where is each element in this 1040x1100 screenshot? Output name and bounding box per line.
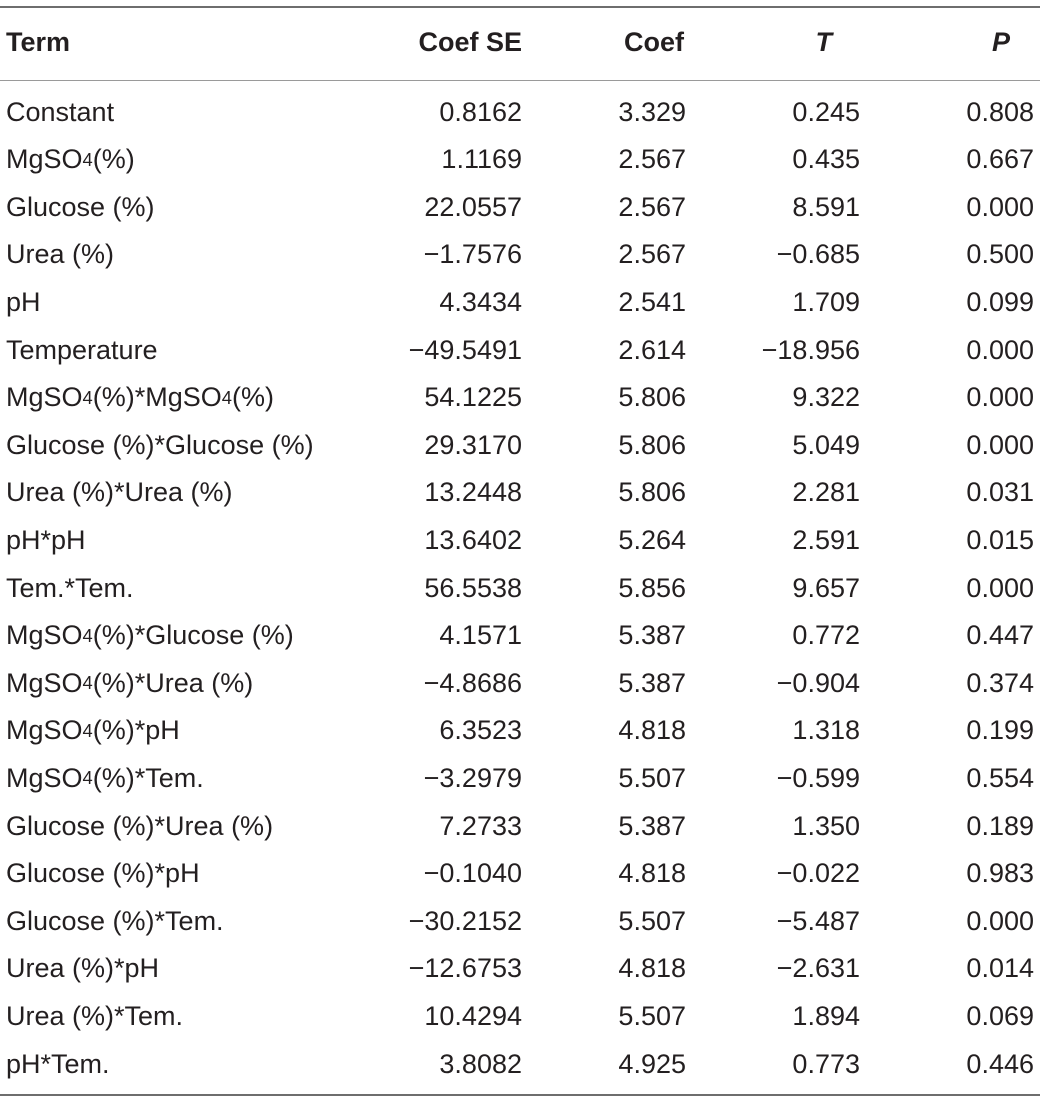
cell-coef: 4.818 (618, 953, 686, 984)
cell-term: Glucose (%)*Tem. (6, 905, 224, 936)
cell-coef-se: −0.1040 (423, 858, 522, 889)
cell-t: 1.318 (792, 715, 860, 746)
cell-term: MgSO 4 (%)*Tem. (6, 762, 204, 793)
cell-coef-se: 1.1169 (441, 144, 522, 175)
cell-coef-se: 13.6402 (424, 524, 522, 555)
cell-t: 2.591 (792, 524, 860, 555)
header-coef-se: Coef SE (418, 26, 522, 57)
cell-coef: 5.507 (618, 1000, 686, 1031)
cell-term: MgSO 4 (%)*Urea (%) (6, 667, 254, 698)
cell-t: 1.709 (792, 286, 860, 317)
cell-p: 0.000 (966, 572, 1034, 603)
cell-term: Glucose (%)*Urea (%) (6, 810, 274, 841)
cell-coef-se: 13.2448 (424, 477, 522, 508)
cell-term: Constant (6, 96, 115, 127)
cell-coef: 5.264 (618, 524, 686, 555)
table-row (0, 326, 1040, 374)
cell-coef: 2.541 (618, 286, 686, 317)
cell-p: 0.099 (966, 286, 1034, 317)
cell-coef: 2.614 (618, 334, 686, 365)
cell-coef: 5.387 (618, 667, 686, 698)
cell-t: 0.772 (792, 620, 860, 651)
table-row (0, 897, 1040, 945)
cell-coef-se: 29.3170 (424, 429, 522, 460)
cell-t: 1.894 (792, 1000, 860, 1031)
table-top-rule (0, 6, 1040, 8)
table-row (0, 374, 1040, 422)
cell-t: 0.245 (792, 96, 860, 127)
cell-term: Glucose (%) (6, 191, 155, 222)
cell-t: 2.281 (792, 477, 860, 508)
cell-term: Urea (%)*Tem. (6, 1000, 184, 1031)
cell-p: 0.000 (966, 191, 1034, 222)
cell-t: 9.657 (792, 572, 860, 603)
cell-p: 0.374 (966, 667, 1034, 698)
cell-term: Glucose (%)*Glucose (%) (6, 429, 314, 460)
cell-t: −2.631 (776, 953, 860, 984)
cell-p: 0.554 (966, 762, 1034, 793)
cell-coef: 5.806 (618, 477, 686, 508)
table-row (0, 659, 1040, 707)
cell-term: pH*Tem. (6, 1048, 110, 1079)
cell-coef: 2.567 (618, 144, 686, 175)
table-row (0, 564, 1040, 612)
cell-term: pH*pH (6, 524, 86, 555)
cell-coef: 3.329 (618, 96, 686, 127)
cell-term: Urea (%)*Urea (%) (6, 477, 233, 508)
table-row (0, 850, 1040, 898)
cell-p: 0.000 (966, 429, 1034, 460)
cell-p: 0.667 (966, 144, 1034, 175)
cell-t: −18.956 (761, 334, 860, 365)
cell-t: −5.487 (776, 905, 860, 936)
cell-term: MgSO 4 (%) (6, 144, 135, 175)
cell-coef-se: 4.3434 (439, 286, 522, 317)
cell-p: 0.000 (966, 334, 1034, 365)
cell-t: −0.022 (776, 858, 860, 889)
table-bottom-rule (0, 1094, 1040, 1096)
cell-term: Tem.*Tem. (6, 572, 134, 603)
cell-coef-se: 7.2733 (439, 810, 522, 841)
table-row (0, 612, 1040, 660)
table-row (0, 421, 1040, 469)
cell-coef: 5.387 (618, 810, 686, 841)
cell-p: 0.031 (966, 477, 1034, 508)
cell-t: 0.435 (792, 144, 860, 175)
cell-t: −0.599 (776, 762, 860, 793)
cell-coef-se: 6.3523 (439, 715, 522, 746)
cell-term: Urea (%) (6, 239, 115, 270)
table-row (0, 516, 1040, 564)
header-divider-rule (0, 80, 1040, 81)
table-row (0, 1040, 1040, 1088)
cell-coef: 2.567 (618, 191, 686, 222)
table-row (0, 802, 1040, 850)
cell-coef: 5.806 (618, 382, 686, 413)
cell-coef: 2.567 (618, 239, 686, 270)
cell-p: 0.983 (966, 858, 1034, 889)
cell-coef: 5.387 (618, 620, 686, 651)
cell-p: 0.000 (966, 382, 1034, 413)
cell-p: 0.015 (966, 524, 1034, 555)
cell-term: pH (6, 286, 41, 317)
table-row (0, 469, 1040, 517)
cell-coef: 4.925 (618, 1048, 686, 1079)
cell-t: −0.685 (776, 239, 860, 270)
cell-coef-se: 56.5538 (424, 572, 522, 603)
cell-term: Urea (%)*pH (6, 953, 160, 984)
table-row (0, 88, 1040, 136)
cell-p: 0.808 (966, 96, 1034, 127)
cell-t: 5.049 (792, 429, 860, 460)
cell-p: 0.069 (966, 1000, 1034, 1031)
header-term: Term (6, 26, 71, 57)
table-row (0, 945, 1040, 993)
header-t: T (815, 26, 832, 57)
cell-coef-se: −12.6753 (408, 953, 522, 984)
cell-coef-se: 4.1571 (439, 620, 522, 651)
cell-coef-se: −30.2152 (408, 905, 522, 936)
cell-term: MgSO 4 (%)*Glucose (%) (6, 620, 294, 651)
table-row (0, 183, 1040, 231)
cell-coef-se: 0.8162 (439, 96, 522, 127)
cell-p: 0.500 (966, 239, 1034, 270)
cell-term: Temperature (6, 334, 158, 365)
cell-p: 0.189 (966, 810, 1034, 841)
table-row (0, 992, 1040, 1040)
cell-coef-se: 3.8082 (439, 1048, 522, 1079)
cell-t: 1.350 (792, 810, 860, 841)
cell-coef-se: −1.7576 (423, 239, 522, 270)
cell-t: 8.591 (792, 191, 860, 222)
cell-coef: 5.507 (618, 762, 686, 793)
table-row (0, 707, 1040, 755)
cell-coef-se: −4.8686 (423, 667, 522, 698)
cell-p: 0.000 (966, 905, 1034, 936)
cell-coef-se: −3.2979 (423, 762, 522, 793)
cell-p: 0.199 (966, 715, 1034, 746)
cell-coef: 5.507 (618, 905, 686, 936)
table-row (0, 231, 1040, 279)
cell-coef-se: 10.4294 (424, 1000, 522, 1031)
cell-term: MgSO 4 (%)*pH (6, 715, 180, 746)
table-row (0, 136, 1040, 184)
cell-coef: 4.818 (618, 715, 686, 746)
table-header-row (0, 16, 1040, 68)
cell-term: Glucose (%)*pH (6, 858, 200, 889)
cell-coef: 5.806 (618, 429, 686, 460)
cell-t: 9.322 (792, 382, 860, 413)
cell-t: 0.773 (792, 1048, 860, 1079)
header-p: P (991, 26, 1010, 57)
cell-coef: 5.856 (618, 572, 686, 603)
table-row (0, 754, 1040, 802)
cell-t: −0.904 (776, 667, 860, 698)
header-coef: Coef (624, 26, 684, 57)
cell-p: 0.014 (966, 953, 1034, 984)
cell-coef-se: 54.1225 (424, 382, 522, 413)
table-row (0, 278, 1040, 326)
cell-p: 0.447 (966, 620, 1034, 651)
cell-coef-se: 22.0557 (424, 191, 522, 222)
cell-coef: 4.818 (618, 858, 686, 889)
cell-p: 0.446 (966, 1048, 1034, 1079)
cell-term: MgSO 4 (%)*MgSO 4 (%) (6, 382, 274, 413)
cell-coef-se: −49.5491 (408, 334, 522, 365)
